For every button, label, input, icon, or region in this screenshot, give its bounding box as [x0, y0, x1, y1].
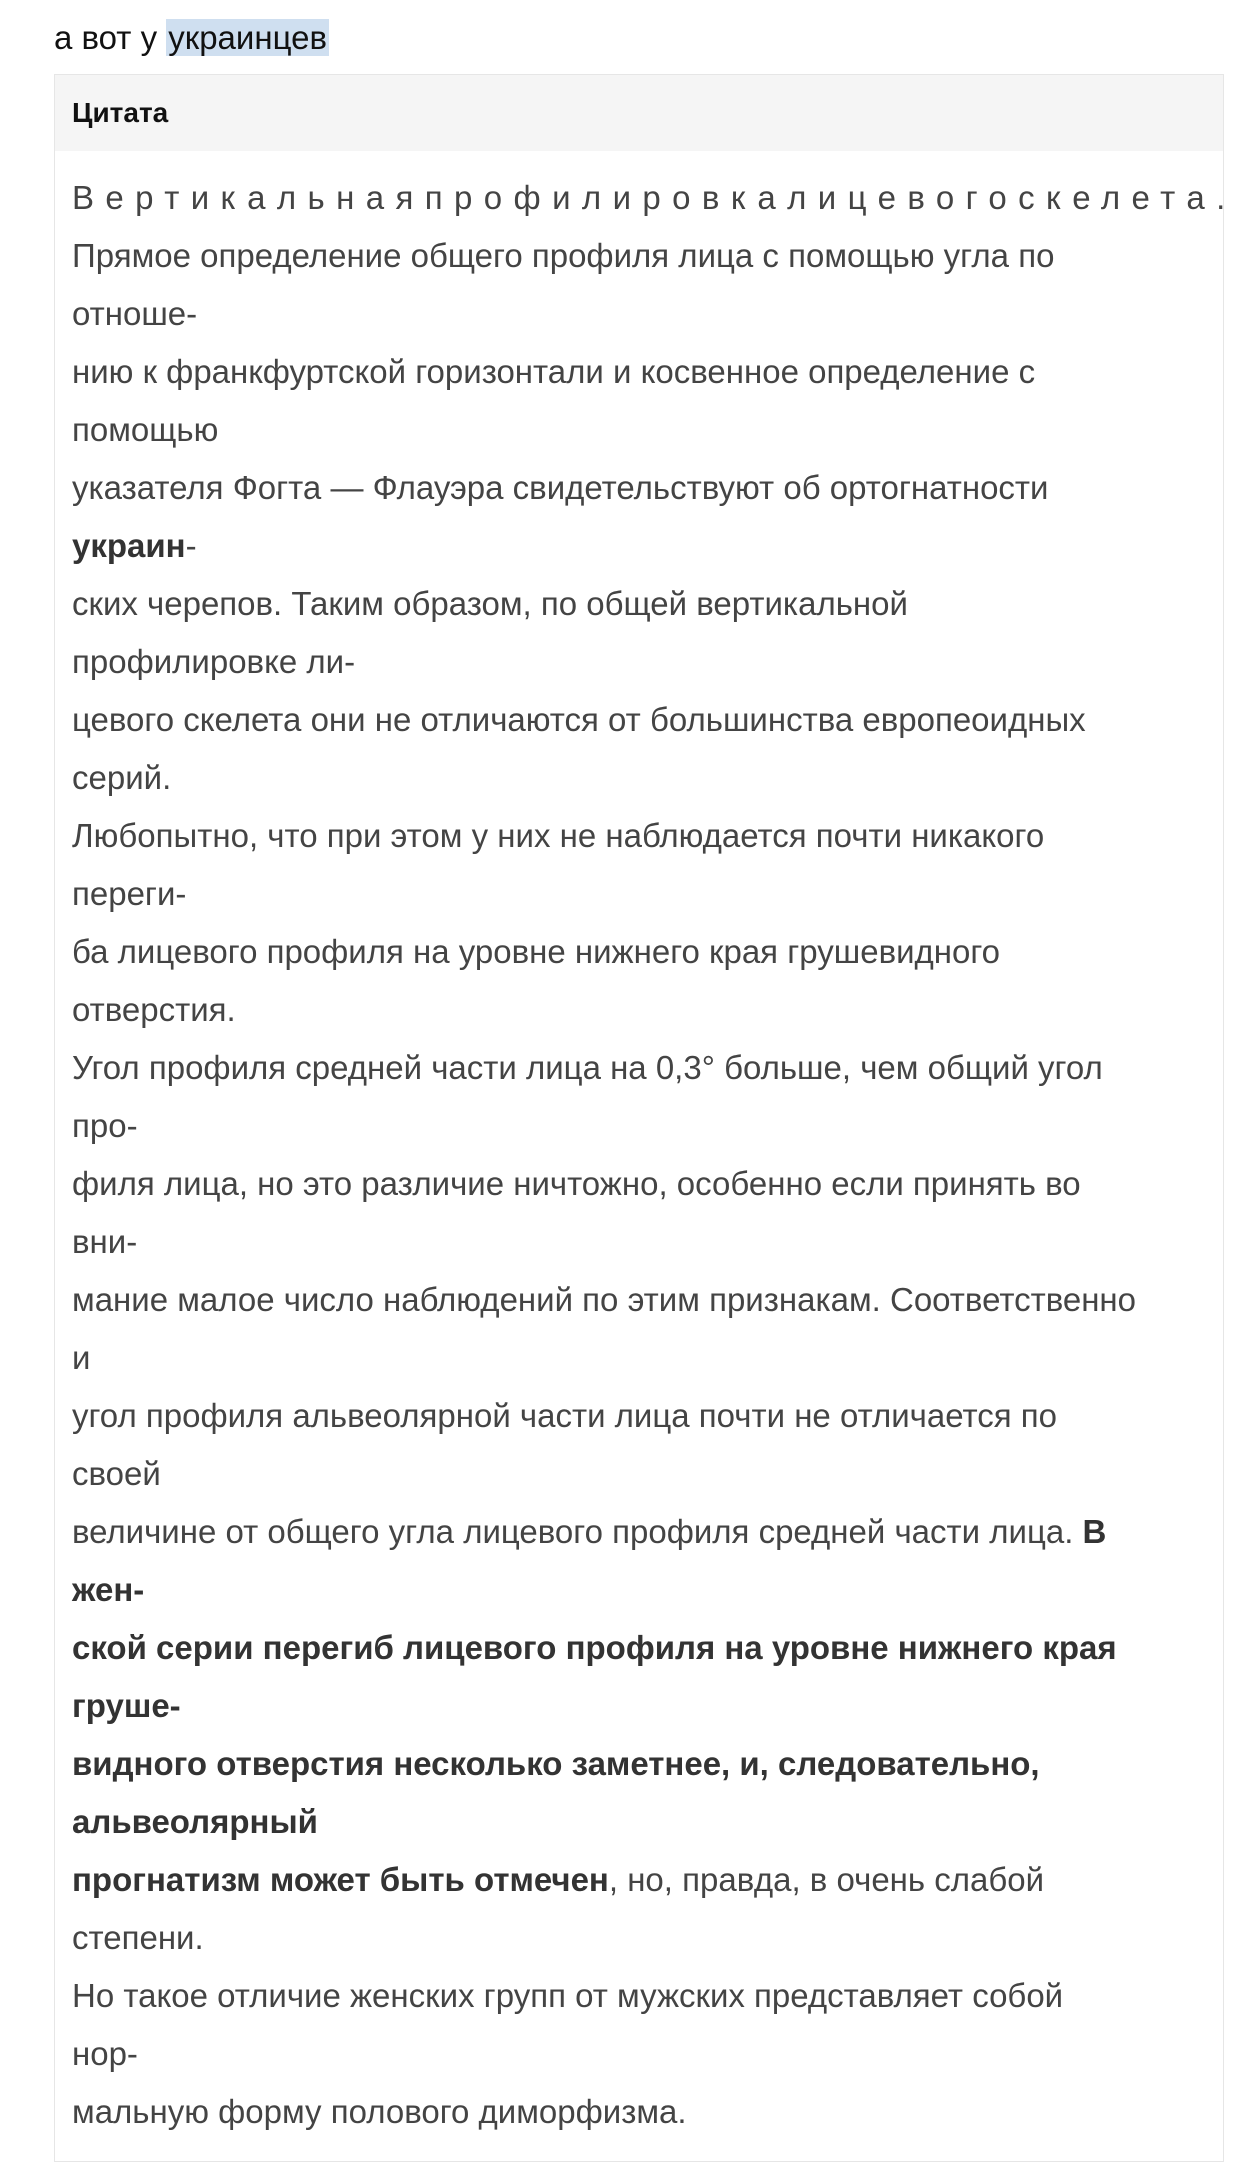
quote-line	[72, 1503, 1206, 1561]
quote-text: нию к франкфуртской горизонтали и косвенное определение с	[72, 353, 1036, 390]
quote-text: степени.	[72, 1919, 204, 1956]
quote-line	[72, 981, 1206, 1039]
quote-line	[72, 1387, 1206, 1445]
quote-text: ских черепов. Таким образом, по общей вертикальной	[72, 585, 908, 622]
quote-line	[72, 2083, 1206, 2141]
quote-line	[72, 1329, 1206, 1387]
quote-text: указателя Фогта — Флауэра свидетельствуют об ортогнатности	[72, 469, 1049, 506]
quote-line	[72, 285, 1206, 343]
quote-text: отверстия.	[72, 991, 236, 1028]
quote-text: -	[185, 527, 197, 564]
quote-block	[54, 74, 1237, 2162]
quote-line	[72, 1097, 1206, 1155]
quote-line	[72, 691, 1206, 749]
quote-text-bold: альвеолярный	[72, 1803, 318, 1840]
post-intro-text: а вот у	[54, 19, 167, 56]
quote-text-bold: жен-	[72, 1571, 145, 1608]
quote-text: Угол профиля средней части лица на 0,3° больше, чем общий угол	[72, 1049, 1103, 1086]
quote-text: вни-	[72, 1223, 138, 1260]
quote-text-bold: прогнатизм может быть отмечен	[72, 1861, 609, 1898]
quote-text: Любопытно, что при этом у них не наблюдается почти никакого	[72, 817, 1045, 854]
quote-text: серий.	[72, 759, 172, 796]
quote-line	[72, 1793, 1206, 1851]
quote-text: Вертикальнаяпрофилировкалицевогоскелета.	[72, 179, 1237, 216]
quote-text-bold: видного отверстия несколько заметнее, и, следовательно,	[72, 1745, 1040, 1782]
quote-line	[72, 633, 1206, 691]
quote-line	[72, 1677, 1206, 1735]
quote-line	[72, 1967, 1206, 2025]
quote-header: Цитата	[55, 75, 1223, 151]
quote-body	[55, 151, 1237, 2161]
quote-text: Но такое отличие женских групп от мужских представляет собой	[72, 1977, 1064, 2014]
quote-line	[72, 1039, 1206, 1097]
quote-line	[72, 865, 1206, 923]
quote-text-bold: украин	[72, 527, 186, 564]
quote-line	[72, 459, 1206, 517]
quote-text: Прямое определение общего профиля лица с помощью угла по	[72, 237, 1055, 274]
quote-line	[72, 1909, 1206, 1967]
quote-line	[72, 1213, 1206, 1271]
quote-line	[72, 923, 1206, 981]
quote-line	[72, 1851, 1206, 1909]
quote-text-bold: ской серии перегиб лицевого профиля на уровне нижнего края	[72, 1629, 1117, 1666]
quote-line	[72, 227, 1206, 285]
quote-text: ба лицевого профиля на уровне нижнего края грушевидного	[72, 933, 1001, 970]
quote-line	[72, 517, 1206, 575]
quote-text: величине от общего угла лицевого профиля средней части лица.	[72, 1513, 1083, 1550]
quote-line	[72, 2025, 1206, 2083]
quote-line	[72, 401, 1206, 459]
quote-text: мание малое число наблюдений по этим признакам. Соответственно	[72, 1281, 1137, 1318]
quote-line	[72, 1561, 1206, 1619]
quote-text: угол профиля альвеолярной части лица почти не отличается по	[72, 1397, 1057, 1434]
quote-text-bold: В	[1082, 1513, 1107, 1550]
quote-text: и	[72, 1339, 91, 1376]
quote-text-bold: груше-	[72, 1687, 181, 1724]
quote-text: помощью	[72, 411, 219, 448]
quote-text: профилировке ли-	[72, 643, 356, 680]
quote-text: нор-	[72, 2035, 138, 2072]
quote-text: своей	[72, 1455, 161, 1492]
quote-line	[72, 343, 1206, 401]
quote-line	[72, 169, 1237, 227]
quote-text: про-	[72, 1107, 138, 1144]
quote-line	[72, 1735, 1206, 1793]
quote-text: переги-	[72, 875, 187, 912]
quote-text: , но, правда, в очень слабой	[608, 1861, 1045, 1898]
quote-text: отноше-	[72, 295, 198, 332]
quote-text: мальную форму полового диморфизма.	[72, 2093, 687, 2130]
post-intro	[54, 14, 1224, 62]
quote-text: филя лица, но это различие ничтожно, особенно если принять во	[72, 1165, 1081, 1202]
quote-text: цевого скелета они не отличаются от большинства европеоидных	[72, 701, 1086, 738]
quote-line	[72, 1155, 1206, 1213]
selected-text-highlight[interactable]: украинцев	[168, 19, 327, 56]
quote-line	[72, 575, 1206, 633]
quote-line	[72, 1619, 1206, 1677]
quote-line	[72, 1445, 1206, 1503]
quote-line	[72, 1271, 1206, 1329]
forum-post	[54, 14, 1237, 2162]
quote-line	[72, 749, 1206, 807]
quote-line	[72, 807, 1206, 865]
